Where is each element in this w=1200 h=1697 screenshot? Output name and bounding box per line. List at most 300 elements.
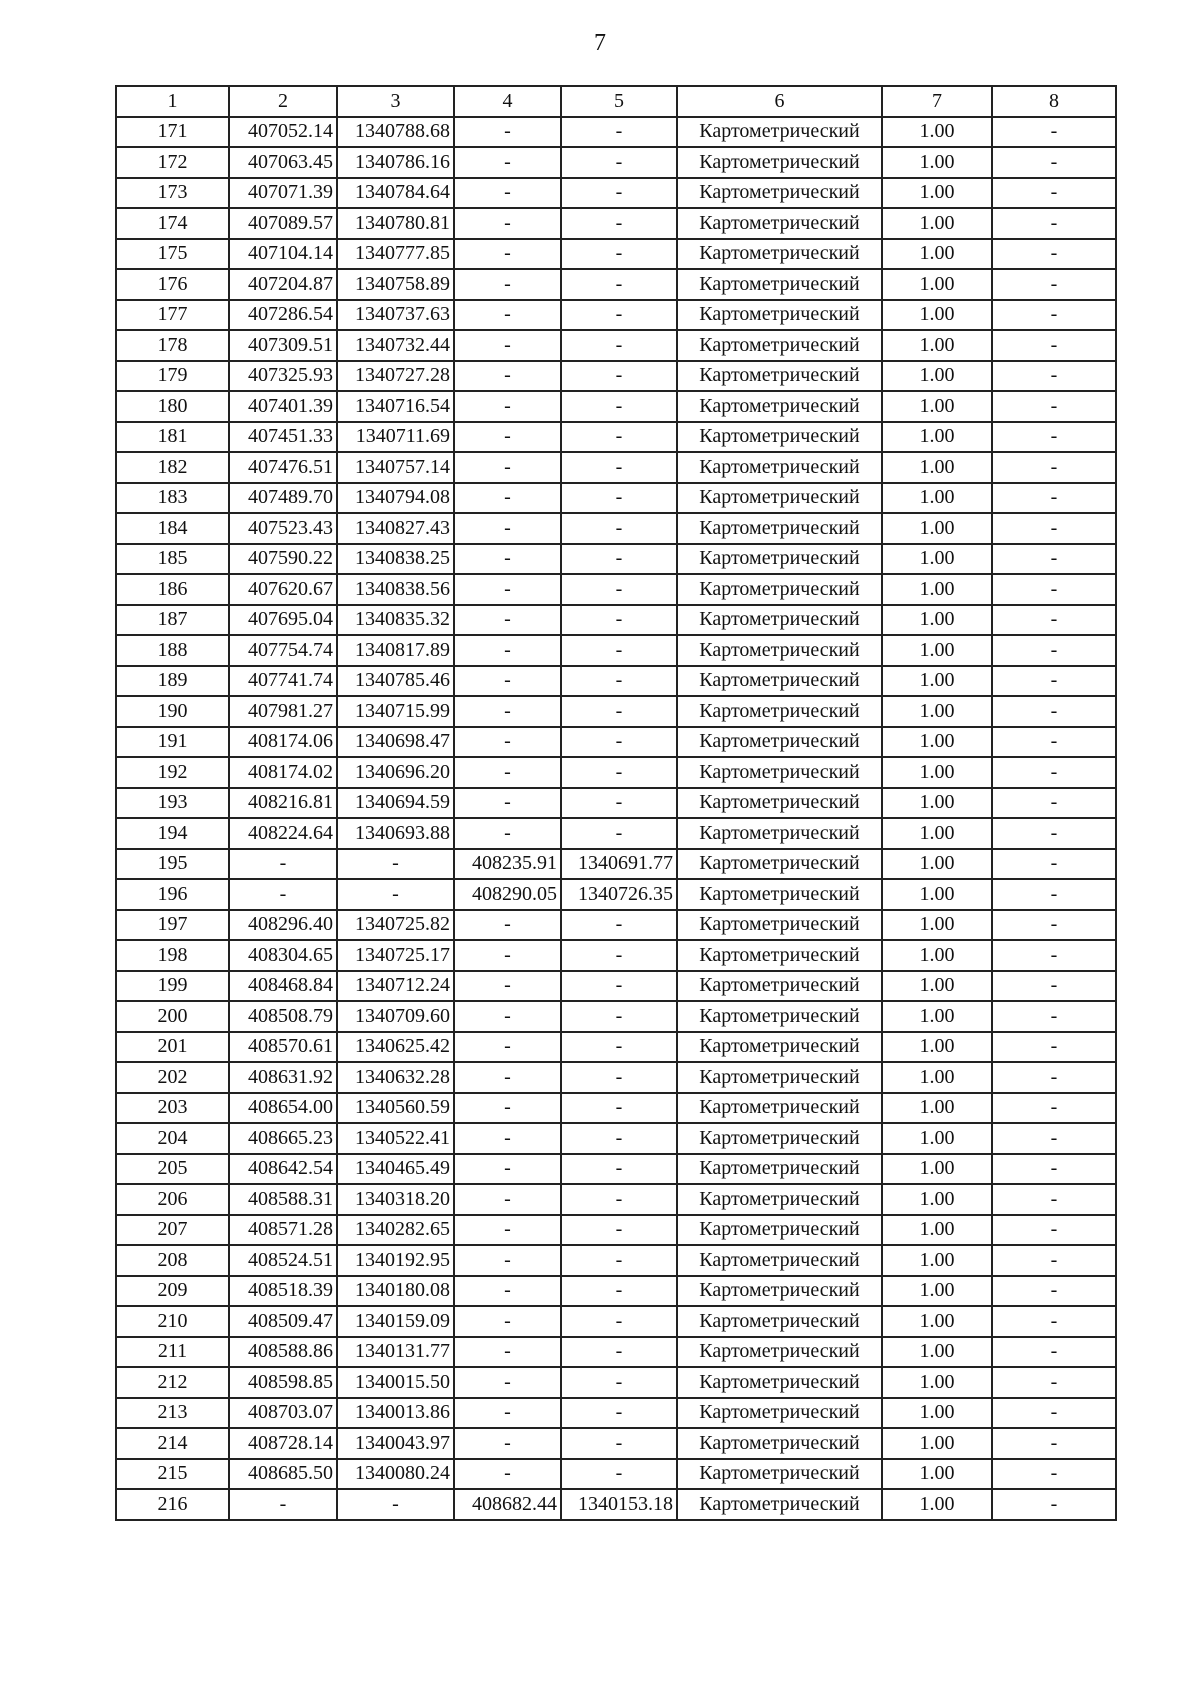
table-row: [116, 940, 1116, 971]
method-cell: Картометрический: [677, 1276, 882, 1307]
point-number-cell: 202: [116, 1062, 229, 1093]
x-new-coordinate-cell: -: [454, 1337, 561, 1368]
point-number-cell: 207: [116, 1215, 229, 1246]
x-coordinate-cell: 408665.23: [229, 1123, 337, 1154]
description-cell: -: [992, 1123, 1116, 1154]
point-number-cell: 200: [116, 1001, 229, 1032]
description-cell: -: [992, 788, 1116, 819]
y-coordinate-cell: 1340080.24: [337, 1459, 454, 1490]
method-cell: Картометрический: [677, 605, 882, 636]
column-header: 3: [337, 86, 454, 117]
y-coordinate-cell: 1340786.16: [337, 147, 454, 178]
y-new-coordinate-cell: -: [561, 1032, 677, 1063]
accuracy-cell: 1.00: [882, 879, 992, 910]
method-cell: Картометрический: [677, 849, 882, 880]
y-new-coordinate-cell: 1340691.77: [561, 849, 677, 880]
x-new-coordinate-cell: -: [454, 330, 561, 361]
description-cell: -: [992, 940, 1116, 971]
table-row: [116, 849, 1116, 880]
point-number-cell: 172: [116, 147, 229, 178]
method-cell: Картометрический: [677, 300, 882, 331]
accuracy-cell: 1.00: [882, 1184, 992, 1215]
x-coordinate-cell: -: [229, 1489, 337, 1520]
table-row: [116, 391, 1116, 422]
y-coordinate-cell: 1340625.42: [337, 1032, 454, 1063]
y-new-coordinate-cell: -: [561, 1276, 677, 1307]
point-number-cell: 190: [116, 696, 229, 727]
accuracy-cell: 1.00: [882, 910, 992, 941]
column-header: 4: [454, 86, 561, 117]
y-coordinate-cell: 1340698.47: [337, 727, 454, 758]
y-coordinate-cell: 1340780.81: [337, 208, 454, 239]
accuracy-cell: 1.00: [882, 300, 992, 331]
description-cell: -: [992, 208, 1116, 239]
table-row: [116, 635, 1116, 666]
accuracy-cell: 1.00: [882, 269, 992, 300]
y-coordinate-cell: 1340737.63: [337, 300, 454, 331]
description-cell: -: [992, 1276, 1116, 1307]
x-coordinate-cell: 407204.87: [229, 269, 337, 300]
point-number-cell: 214: [116, 1428, 229, 1459]
y-new-coordinate-cell: -: [561, 940, 677, 971]
x-new-coordinate-cell: -: [454, 1367, 561, 1398]
table-row: [116, 818, 1116, 849]
table-row: [116, 147, 1116, 178]
description-cell: -: [992, 361, 1116, 392]
method-cell: Картометрический: [677, 1184, 882, 1215]
x-new-coordinate-cell: 408290.05: [454, 879, 561, 910]
method-cell: Картометрический: [677, 818, 882, 849]
method-cell: Картометрический: [677, 1459, 882, 1490]
table-row: [116, 971, 1116, 1002]
y-coordinate-cell: 1340043.97: [337, 1428, 454, 1459]
description-cell: -: [992, 483, 1116, 514]
description-cell: -: [992, 727, 1116, 758]
description-cell: -: [992, 1093, 1116, 1124]
x-coordinate-cell: 407325.93: [229, 361, 337, 392]
x-new-coordinate-cell: -: [454, 178, 561, 209]
x-coordinate-cell: 407754.74: [229, 635, 337, 666]
y-coordinate-cell: 1340632.28: [337, 1062, 454, 1093]
table-row: [116, 1459, 1116, 1490]
x-new-coordinate-cell: -: [454, 605, 561, 636]
table-row: [116, 727, 1116, 758]
description-cell: -: [992, 1184, 1116, 1215]
accuracy-cell: 1.00: [882, 1398, 992, 1429]
accuracy-cell: 1.00: [882, 1245, 992, 1276]
y-coordinate-cell: 1340725.17: [337, 940, 454, 971]
point-number-cell: 194: [116, 818, 229, 849]
x-coordinate-cell: 407104.14: [229, 239, 337, 270]
table-row: [116, 1001, 1116, 1032]
method-cell: Картометрический: [677, 1032, 882, 1063]
method-cell: Картометрический: [677, 483, 882, 514]
y-new-coordinate-cell: -: [561, 300, 677, 331]
page-number: 7: [594, 30, 606, 56]
table-row: [116, 574, 1116, 605]
x-coordinate-cell: 408654.00: [229, 1093, 337, 1124]
x-coordinate-cell: -: [229, 849, 337, 880]
accuracy-cell: 1.00: [882, 1337, 992, 1368]
method-cell: Картометрический: [677, 696, 882, 727]
y-coordinate-cell: 1340159.09: [337, 1306, 454, 1337]
description-cell: -: [992, 1062, 1116, 1093]
method-cell: Картометрический: [677, 910, 882, 941]
y-new-coordinate-cell: -: [561, 1093, 677, 1124]
x-coordinate-cell: 408631.92: [229, 1062, 337, 1093]
accuracy-cell: 1.00: [882, 208, 992, 239]
table-row: [116, 422, 1116, 453]
accuracy-cell: 1.00: [882, 147, 992, 178]
table-row: [116, 1428, 1116, 1459]
y-new-coordinate-cell: -: [561, 574, 677, 605]
y-coordinate-cell: 1340788.68: [337, 117, 454, 148]
description-cell: -: [992, 1489, 1116, 1520]
method-cell: Картометрический: [677, 1306, 882, 1337]
table-row: [116, 879, 1116, 910]
table-row: [116, 178, 1116, 209]
table-row: [116, 1062, 1116, 1093]
description-cell: -: [992, 1367, 1116, 1398]
description-cell: -: [992, 605, 1116, 636]
x-coordinate-cell: 408685.50: [229, 1459, 337, 1490]
x-coordinate-cell: 408224.64: [229, 818, 337, 849]
y-new-coordinate-cell: -: [561, 117, 677, 148]
point-number-cell: 211: [116, 1337, 229, 1368]
x-new-coordinate-cell: -: [454, 117, 561, 148]
x-coordinate-cell: 408642.54: [229, 1154, 337, 1185]
table-row: [116, 1367, 1116, 1398]
x-new-coordinate-cell: -: [454, 574, 561, 605]
table-row: [116, 757, 1116, 788]
method-cell: Картометрический: [677, 208, 882, 239]
y-coordinate-cell: 1340709.60: [337, 1001, 454, 1032]
point-number-cell: 206: [116, 1184, 229, 1215]
y-new-coordinate-cell: -: [561, 147, 677, 178]
y-coordinate-cell: 1340827.43: [337, 513, 454, 544]
method-cell: Картометрический: [677, 330, 882, 361]
method-cell: Картометрический: [677, 574, 882, 605]
y-new-coordinate-cell: -: [561, 1245, 677, 1276]
column-header: 7: [882, 86, 992, 117]
y-new-coordinate-cell: -: [561, 1367, 677, 1398]
point-number-cell: 175: [116, 239, 229, 270]
description-cell: -: [992, 849, 1116, 880]
x-new-coordinate-cell: -: [454, 788, 561, 819]
accuracy-cell: 1.00: [882, 849, 992, 880]
x-new-coordinate-cell: -: [454, 940, 561, 971]
table-row: [116, 208, 1116, 239]
x-coordinate-cell: 408518.39: [229, 1276, 337, 1307]
y-coordinate-cell: 1340838.56: [337, 574, 454, 605]
x-coordinate-cell: 408174.06: [229, 727, 337, 758]
x-new-coordinate-cell: -: [454, 483, 561, 514]
y-new-coordinate-cell: -: [561, 1428, 677, 1459]
y-coordinate-cell: 1340712.24: [337, 971, 454, 1002]
y-new-coordinate-cell: -: [561, 239, 677, 270]
x-coordinate-cell: 407309.51: [229, 330, 337, 361]
y-new-coordinate-cell: -: [561, 788, 677, 819]
table-row: [116, 544, 1116, 575]
x-new-coordinate-cell: -: [454, 1123, 561, 1154]
point-number-cell: 176: [116, 269, 229, 300]
x-new-coordinate-cell: -: [454, 1245, 561, 1276]
accuracy-cell: 1.00: [882, 971, 992, 1002]
accuracy-cell: 1.00: [882, 544, 992, 575]
accuracy-cell: 1.00: [882, 178, 992, 209]
accuracy-cell: 1.00: [882, 1123, 992, 1154]
point-number-cell: 197: [116, 910, 229, 941]
accuracy-cell: 1.00: [882, 361, 992, 392]
method-cell: Картометрический: [677, 788, 882, 819]
point-number-cell: 173: [116, 178, 229, 209]
table-row: [116, 696, 1116, 727]
y-coordinate-cell: 1340696.20: [337, 757, 454, 788]
column-header: 5: [561, 86, 677, 117]
point-number-cell: 213: [116, 1398, 229, 1429]
x-new-coordinate-cell: -: [454, 1276, 561, 1307]
y-coordinate-cell: 1340725.82: [337, 910, 454, 941]
y-coordinate-cell: 1340711.69: [337, 422, 454, 453]
x-new-coordinate-cell: -: [454, 391, 561, 422]
point-number-cell: 184: [116, 513, 229, 544]
y-coordinate-cell: 1340192.95: [337, 1245, 454, 1276]
accuracy-cell: 1.00: [882, 635, 992, 666]
accuracy-cell: 1.00: [882, 1032, 992, 1063]
y-new-coordinate-cell: -: [561, 330, 677, 361]
table-row: [116, 1184, 1116, 1215]
method-cell: Картометрический: [677, 452, 882, 483]
accuracy-cell: 1.00: [882, 422, 992, 453]
description-cell: -: [992, 879, 1116, 910]
accuracy-cell: 1.00: [882, 940, 992, 971]
method-cell: Картометрический: [677, 361, 882, 392]
point-number-cell: 189: [116, 666, 229, 697]
y-new-coordinate-cell: -: [561, 1337, 677, 1368]
accuracy-cell: 1.00: [882, 117, 992, 148]
accuracy-cell: 1.00: [882, 727, 992, 758]
y-coordinate-cell: 1340013.86: [337, 1398, 454, 1429]
y-new-coordinate-cell: -: [561, 1001, 677, 1032]
point-number-cell: 210: [116, 1306, 229, 1337]
method-cell: Картометрический: [677, 1428, 882, 1459]
table-row: [116, 788, 1116, 819]
method-cell: Картометрический: [677, 757, 882, 788]
method-cell: Картометрический: [677, 544, 882, 575]
x-new-coordinate-cell: -: [454, 971, 561, 1002]
x-coordinate-cell: -: [229, 879, 337, 910]
y-coordinate-cell: 1340838.25: [337, 544, 454, 575]
method-cell: Картометрический: [677, 1489, 882, 1520]
x-new-coordinate-cell: -: [454, 757, 561, 788]
table-row: [116, 910, 1116, 941]
point-number-cell: 216: [116, 1489, 229, 1520]
point-number-cell: 174: [116, 208, 229, 239]
x-new-coordinate-cell: -: [454, 1398, 561, 1429]
x-new-coordinate-cell: -: [454, 300, 561, 331]
y-coordinate-cell: 1340131.77: [337, 1337, 454, 1368]
y-coordinate-cell: -: [337, 879, 454, 910]
y-new-coordinate-cell: -: [561, 1062, 677, 1093]
x-coordinate-cell: 407063.45: [229, 147, 337, 178]
y-coordinate-cell: 1340732.44: [337, 330, 454, 361]
y-new-coordinate-cell: -: [561, 1306, 677, 1337]
point-number-cell: 203: [116, 1093, 229, 1124]
x-new-coordinate-cell: -: [454, 239, 561, 270]
column-header: 1: [116, 86, 229, 117]
accuracy-cell: 1.00: [882, 483, 992, 514]
y-coordinate-cell: 1340465.49: [337, 1154, 454, 1185]
x-new-coordinate-cell: -: [454, 544, 561, 575]
y-new-coordinate-cell: -: [561, 818, 677, 849]
y-new-coordinate-cell: -: [561, 910, 677, 941]
x-new-coordinate-cell: -: [454, 818, 561, 849]
x-new-coordinate-cell: 408682.44: [454, 1489, 561, 1520]
y-new-coordinate-cell: -: [561, 391, 677, 422]
table-row: [116, 361, 1116, 392]
point-number-cell: 180: [116, 391, 229, 422]
description-cell: -: [992, 330, 1116, 361]
y-coordinate-cell: 1340318.20: [337, 1184, 454, 1215]
accuracy-cell: 1.00: [882, 513, 992, 544]
point-number-cell: 185: [116, 544, 229, 575]
accuracy-cell: 1.00: [882, 1276, 992, 1307]
description-cell: -: [992, 757, 1116, 788]
y-coordinate-cell: 1340015.50: [337, 1367, 454, 1398]
description-cell: -: [992, 147, 1116, 178]
description-cell: -: [992, 666, 1116, 697]
coordinates-table: [115, 85, 1117, 1521]
x-coordinate-cell: 407741.74: [229, 666, 337, 697]
x-coordinate-cell: 408571.28: [229, 1215, 337, 1246]
y-coordinate-cell: 1340835.32: [337, 605, 454, 636]
method-cell: Картометрический: [677, 1154, 882, 1185]
method-cell: Картометрический: [677, 1001, 882, 1032]
x-coordinate-cell: 408728.14: [229, 1428, 337, 1459]
method-cell: Картометрический: [677, 666, 882, 697]
table-row: [116, 1489, 1116, 1520]
description-cell: -: [992, 1245, 1116, 1276]
y-new-coordinate-cell: -: [561, 483, 677, 514]
x-new-coordinate-cell: 408235.91: [454, 849, 561, 880]
y-coordinate-cell: 1340560.59: [337, 1093, 454, 1124]
point-number-cell: 215: [116, 1459, 229, 1490]
x-coordinate-cell: 407451.33: [229, 422, 337, 453]
point-number-cell: 192: [116, 757, 229, 788]
y-coordinate-cell: 1340180.08: [337, 1276, 454, 1307]
y-coordinate-cell: 1340715.99: [337, 696, 454, 727]
y-new-coordinate-cell: -: [561, 1459, 677, 1490]
method-cell: Картометрический: [677, 513, 882, 544]
table-row: [116, 269, 1116, 300]
description-cell: -: [992, 971, 1116, 1002]
point-number-cell: 178: [116, 330, 229, 361]
description-cell: -: [992, 574, 1116, 605]
y-new-coordinate-cell: -: [561, 208, 677, 239]
y-new-coordinate-cell: -: [561, 269, 677, 300]
description-cell: -: [992, 239, 1116, 270]
y-coordinate-cell: 1340794.08: [337, 483, 454, 514]
accuracy-cell: 1.00: [882, 757, 992, 788]
table-row: [116, 1337, 1116, 1368]
x-new-coordinate-cell: -: [454, 1001, 561, 1032]
description-cell: -: [992, 635, 1116, 666]
x-coordinate-cell: 408588.86: [229, 1337, 337, 1368]
y-new-coordinate-cell: -: [561, 1398, 677, 1429]
y-coordinate-cell: 1340758.89: [337, 269, 454, 300]
accuracy-cell: 1.00: [882, 1154, 992, 1185]
y-coordinate-cell: 1340694.59: [337, 788, 454, 819]
point-number-cell: 198: [116, 940, 229, 971]
description-cell: -: [992, 1154, 1116, 1185]
table-row: [116, 1245, 1116, 1276]
y-new-coordinate-cell: -: [561, 727, 677, 758]
x-new-coordinate-cell: -: [454, 422, 561, 453]
y-coordinate-cell: -: [337, 1489, 454, 1520]
table-row: [116, 1398, 1116, 1429]
y-new-coordinate-cell: -: [561, 1215, 677, 1246]
accuracy-cell: 1.00: [882, 1093, 992, 1124]
x-new-coordinate-cell: -: [454, 635, 561, 666]
x-coordinate-cell: 408598.85: [229, 1367, 337, 1398]
y-new-coordinate-cell: -: [561, 666, 677, 697]
point-number-cell: 208: [116, 1245, 229, 1276]
y-new-coordinate-cell: -: [561, 452, 677, 483]
table-row: [116, 330, 1116, 361]
point-number-cell: 187: [116, 605, 229, 636]
table-row: [116, 605, 1116, 636]
y-new-coordinate-cell: -: [561, 513, 677, 544]
table-row: [116, 239, 1116, 270]
method-cell: Картометрический: [677, 1398, 882, 1429]
point-number-cell: 191: [116, 727, 229, 758]
x-new-coordinate-cell: -: [454, 910, 561, 941]
x-new-coordinate-cell: -: [454, 1215, 561, 1246]
description-cell: -: [992, 391, 1116, 422]
y-coordinate-cell: 1340716.54: [337, 391, 454, 422]
point-number-cell: 199: [116, 971, 229, 1002]
description-cell: -: [992, 422, 1116, 453]
accuracy-cell: 1.00: [882, 1001, 992, 1032]
x-new-coordinate-cell: -: [454, 208, 561, 239]
x-coordinate-cell: 407590.22: [229, 544, 337, 575]
x-coordinate-cell: 407089.57: [229, 208, 337, 239]
accuracy-cell: 1.00: [882, 1367, 992, 1398]
table-row: [116, 1215, 1116, 1246]
accuracy-cell: 1.00: [882, 391, 992, 422]
accuracy-cell: 1.00: [882, 239, 992, 270]
description-cell: -: [992, 910, 1116, 941]
table-row: [116, 117, 1116, 148]
y-coordinate-cell: 1340282.65: [337, 1215, 454, 1246]
x-new-coordinate-cell: -: [454, 1093, 561, 1124]
x-coordinate-cell: 408468.84: [229, 971, 337, 1002]
method-cell: Картометрический: [677, 147, 882, 178]
accuracy-cell: 1.00: [882, 1428, 992, 1459]
y-coordinate-cell: -: [337, 849, 454, 880]
point-number-cell: 177: [116, 300, 229, 331]
x-coordinate-cell: 407695.04: [229, 605, 337, 636]
description-cell: -: [992, 1428, 1116, 1459]
x-coordinate-cell: 407620.67: [229, 574, 337, 605]
column-header: 8: [992, 86, 1116, 117]
table-row: [116, 483, 1116, 514]
point-number-cell: 181: [116, 422, 229, 453]
x-new-coordinate-cell: -: [454, 1062, 561, 1093]
x-new-coordinate-cell: -: [454, 727, 561, 758]
x-new-coordinate-cell: -: [454, 1032, 561, 1063]
y-new-coordinate-cell: -: [561, 1154, 677, 1185]
